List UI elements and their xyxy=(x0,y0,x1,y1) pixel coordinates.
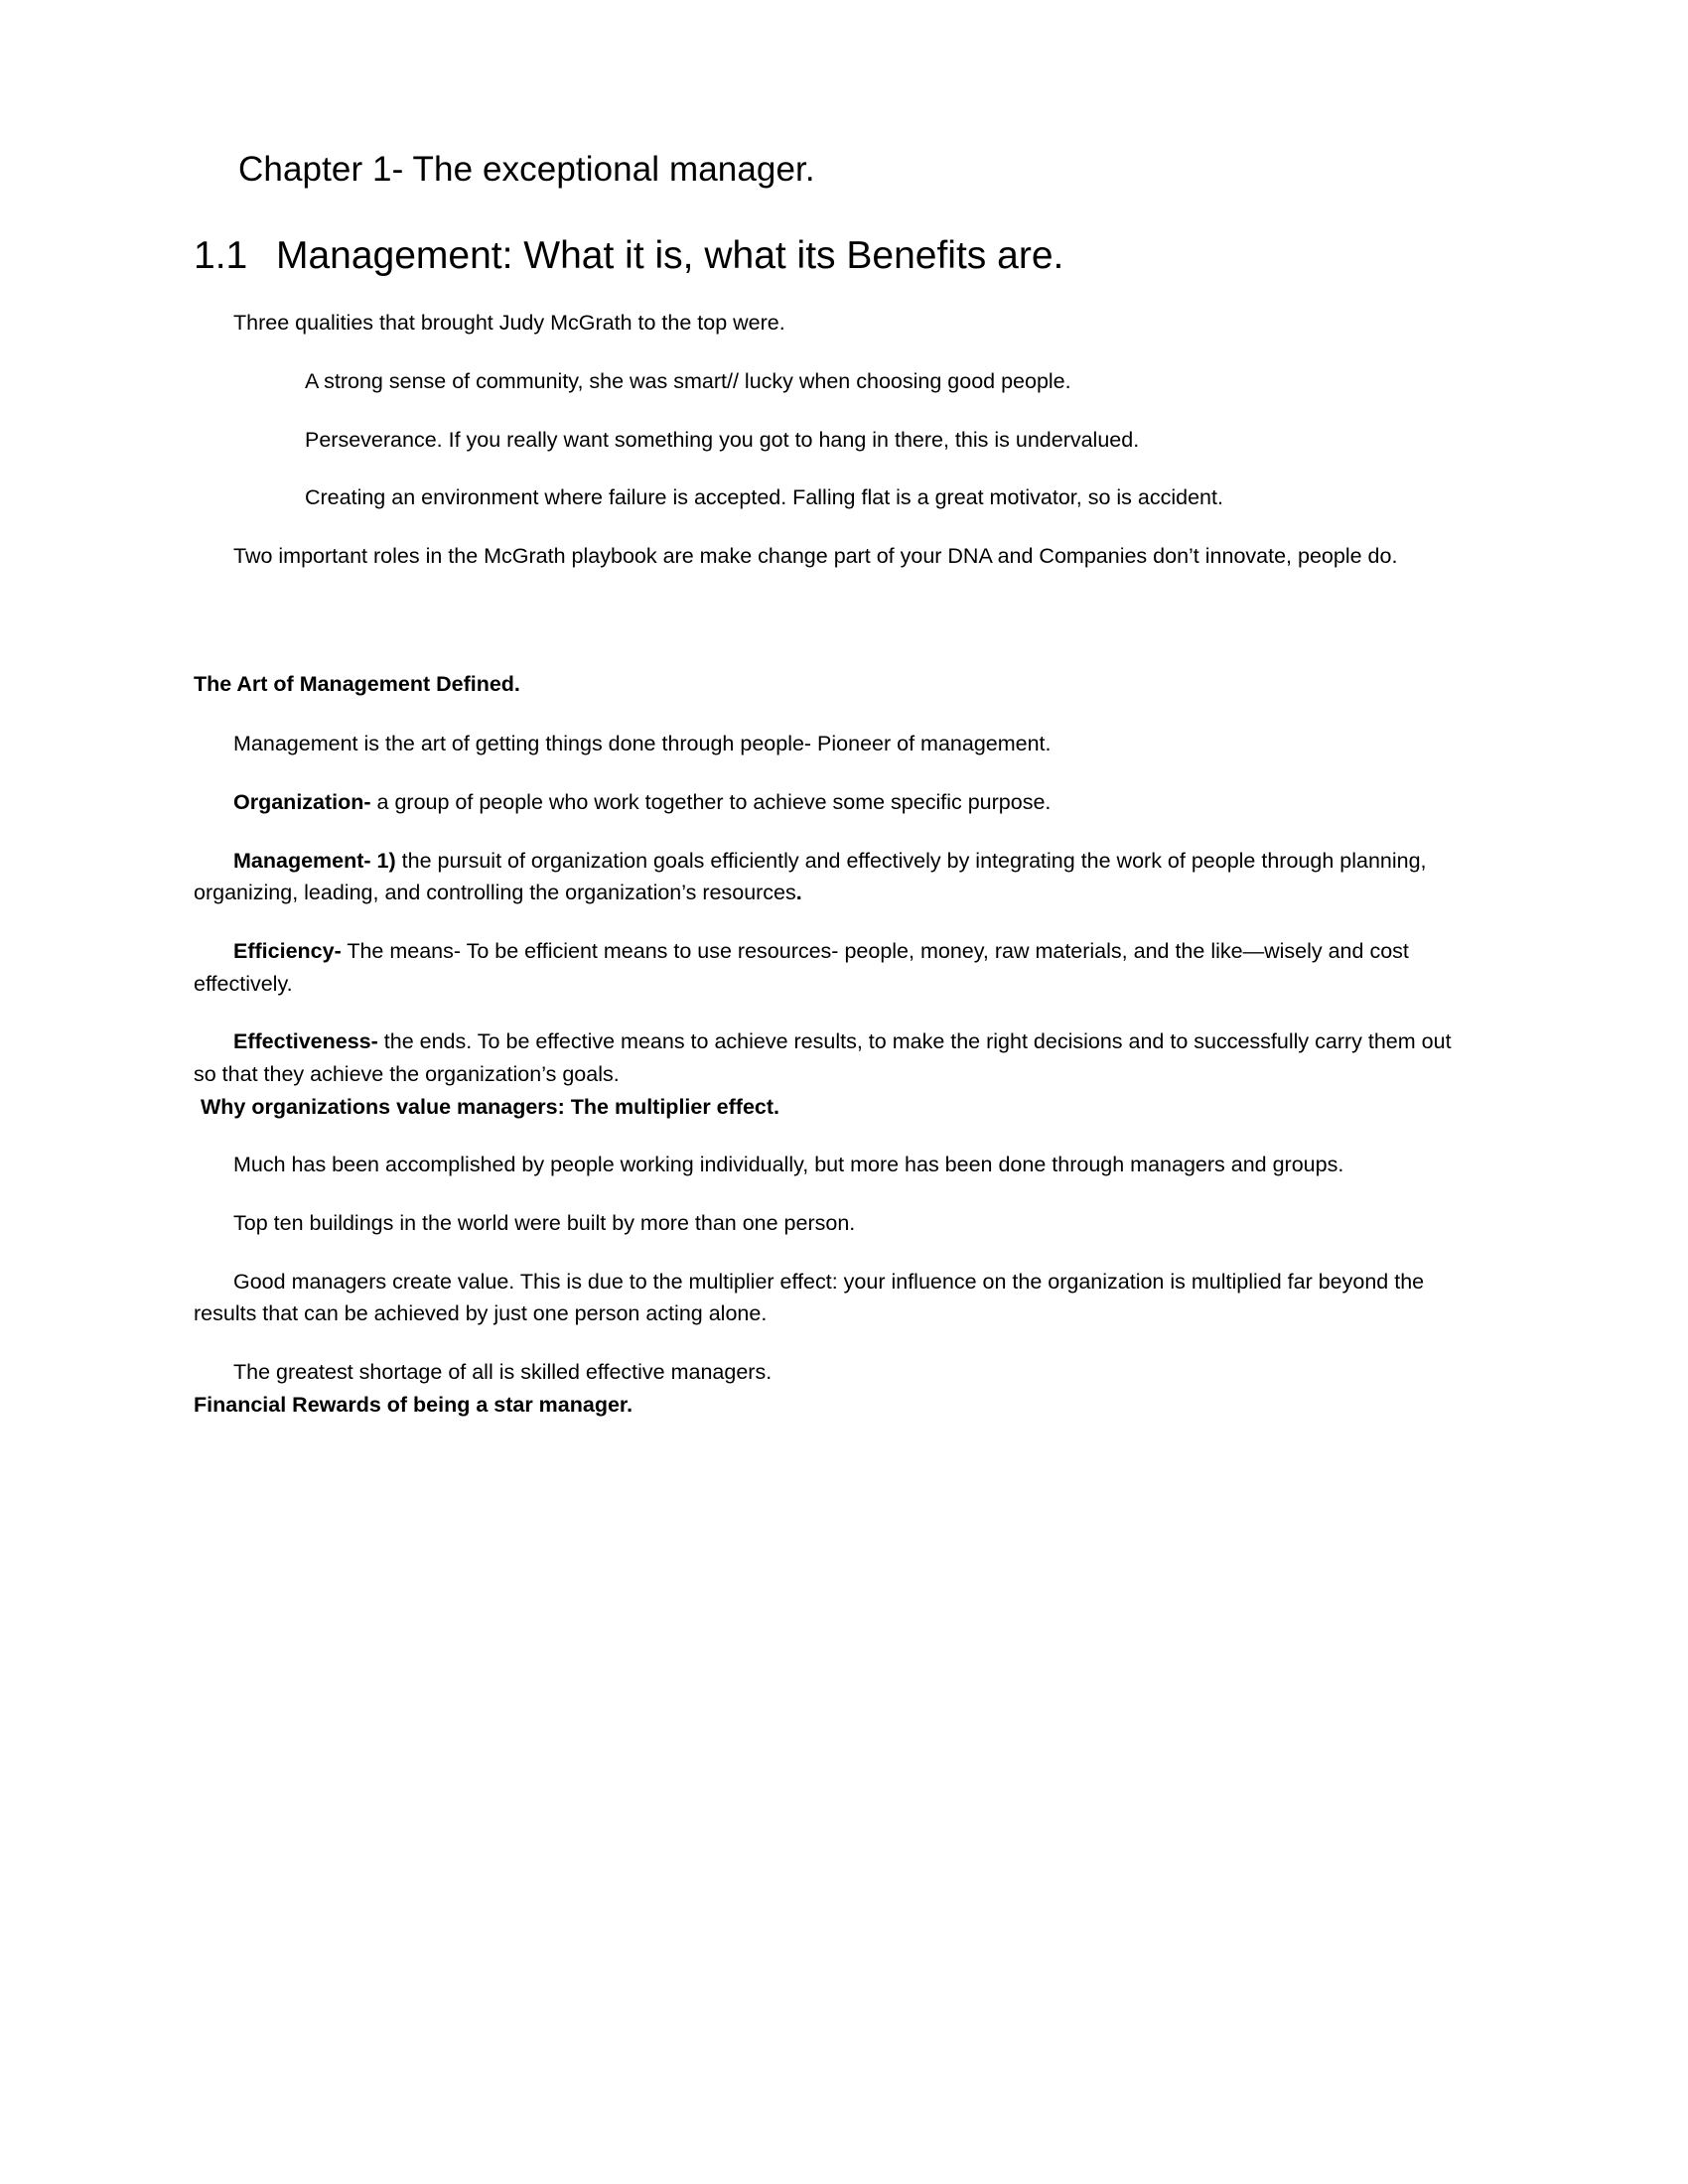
multiplier-paragraph-4: The greatest shortage of all is skilled effective managers. xyxy=(233,1360,773,1385)
definition-text-efficiency: The means- To be efficient means to use resources- people, money, raw materials, and the like—wisely and cost effectively. xyxy=(194,939,1409,996)
section-number: 1.1 xyxy=(194,234,248,278)
document-body xyxy=(194,149,1475,1421)
quality-item-1: A strong sense of community, she was smart// lucky when choosing good people. xyxy=(305,368,1071,393)
definition-text-management: the pursuit of organization goals efficiently and effectively by integrating the work of people through planning, organizing, leading, and controlling the organization’s resources xyxy=(194,848,1427,905)
section-heading xyxy=(194,233,1475,279)
definition-text-effectiveness: the ends. To be effective means to achieve results, to make the right decisions and to successfully carry them out so that they achieve the organization’s goals. xyxy=(194,1029,1452,1087)
quality-item-2: Perseverance. If you really want something you got to hang in there, this is undervalued. xyxy=(305,427,1140,452)
section-title: Management: What it is, what its Benefits are. xyxy=(276,234,1064,278)
section-spacer xyxy=(194,573,1475,668)
subheading-art-of-management: The Art of Management Defined. xyxy=(194,671,520,696)
definition-management xyxy=(194,845,1475,909)
definition-organization xyxy=(194,786,1475,819)
multiplier-paragraph-2: Top ten buildings in the world were built by more than one person. xyxy=(233,1211,856,1236)
pioneer-paragraph: Management is the art of getting things done through people- Pioneer of management. xyxy=(233,732,1052,756)
intro-lead-paragraph: Three qualities that brought Judy McGrath to the top were. xyxy=(233,311,785,336)
definition-term-organization: Organization- xyxy=(233,790,371,815)
quality-item-3: Creating an environment where failure is accepted. Falling flat is a great motivator, so is accident. xyxy=(305,485,1223,510)
subheading-multiplier-effect: Why organizations value managers: The multiplier effect. xyxy=(201,1094,780,1119)
multiplier-paragraph-1: Much has been accomplished by people working individually, but more has been done through managers and groups. xyxy=(233,1153,1344,1177)
definition-term-effectiveness: Effectiveness- xyxy=(233,1029,378,1054)
definition-management-period: . xyxy=(795,881,802,905)
multiplier-paragraph-3: Good managers create value. This is due to the multiplier effect: your influence on the organization is multiplied far beyond the results that can be achieved by just one person acting alone. xyxy=(194,1269,1425,1326)
chapter-title: Chapter 1- The exceptional manager. xyxy=(238,150,815,189)
definition-term-management: Management- 1) xyxy=(233,848,396,873)
definition-text-organization: a group of people who work together to achieve some specific purpose. xyxy=(370,790,1052,815)
mcgrath-roles-paragraph: Two important roles in the McGrath playbook are make change part of your DNA and Companies don’t innovate, people do. xyxy=(233,544,1398,568)
subheading-financial-rewards: Financial Rewards of being a star manager. xyxy=(194,1392,633,1417)
definition-efficiency xyxy=(194,935,1475,1000)
definition-effectiveness xyxy=(194,1025,1475,1090)
definition-term-efficiency: Efficiency- xyxy=(233,939,342,964)
